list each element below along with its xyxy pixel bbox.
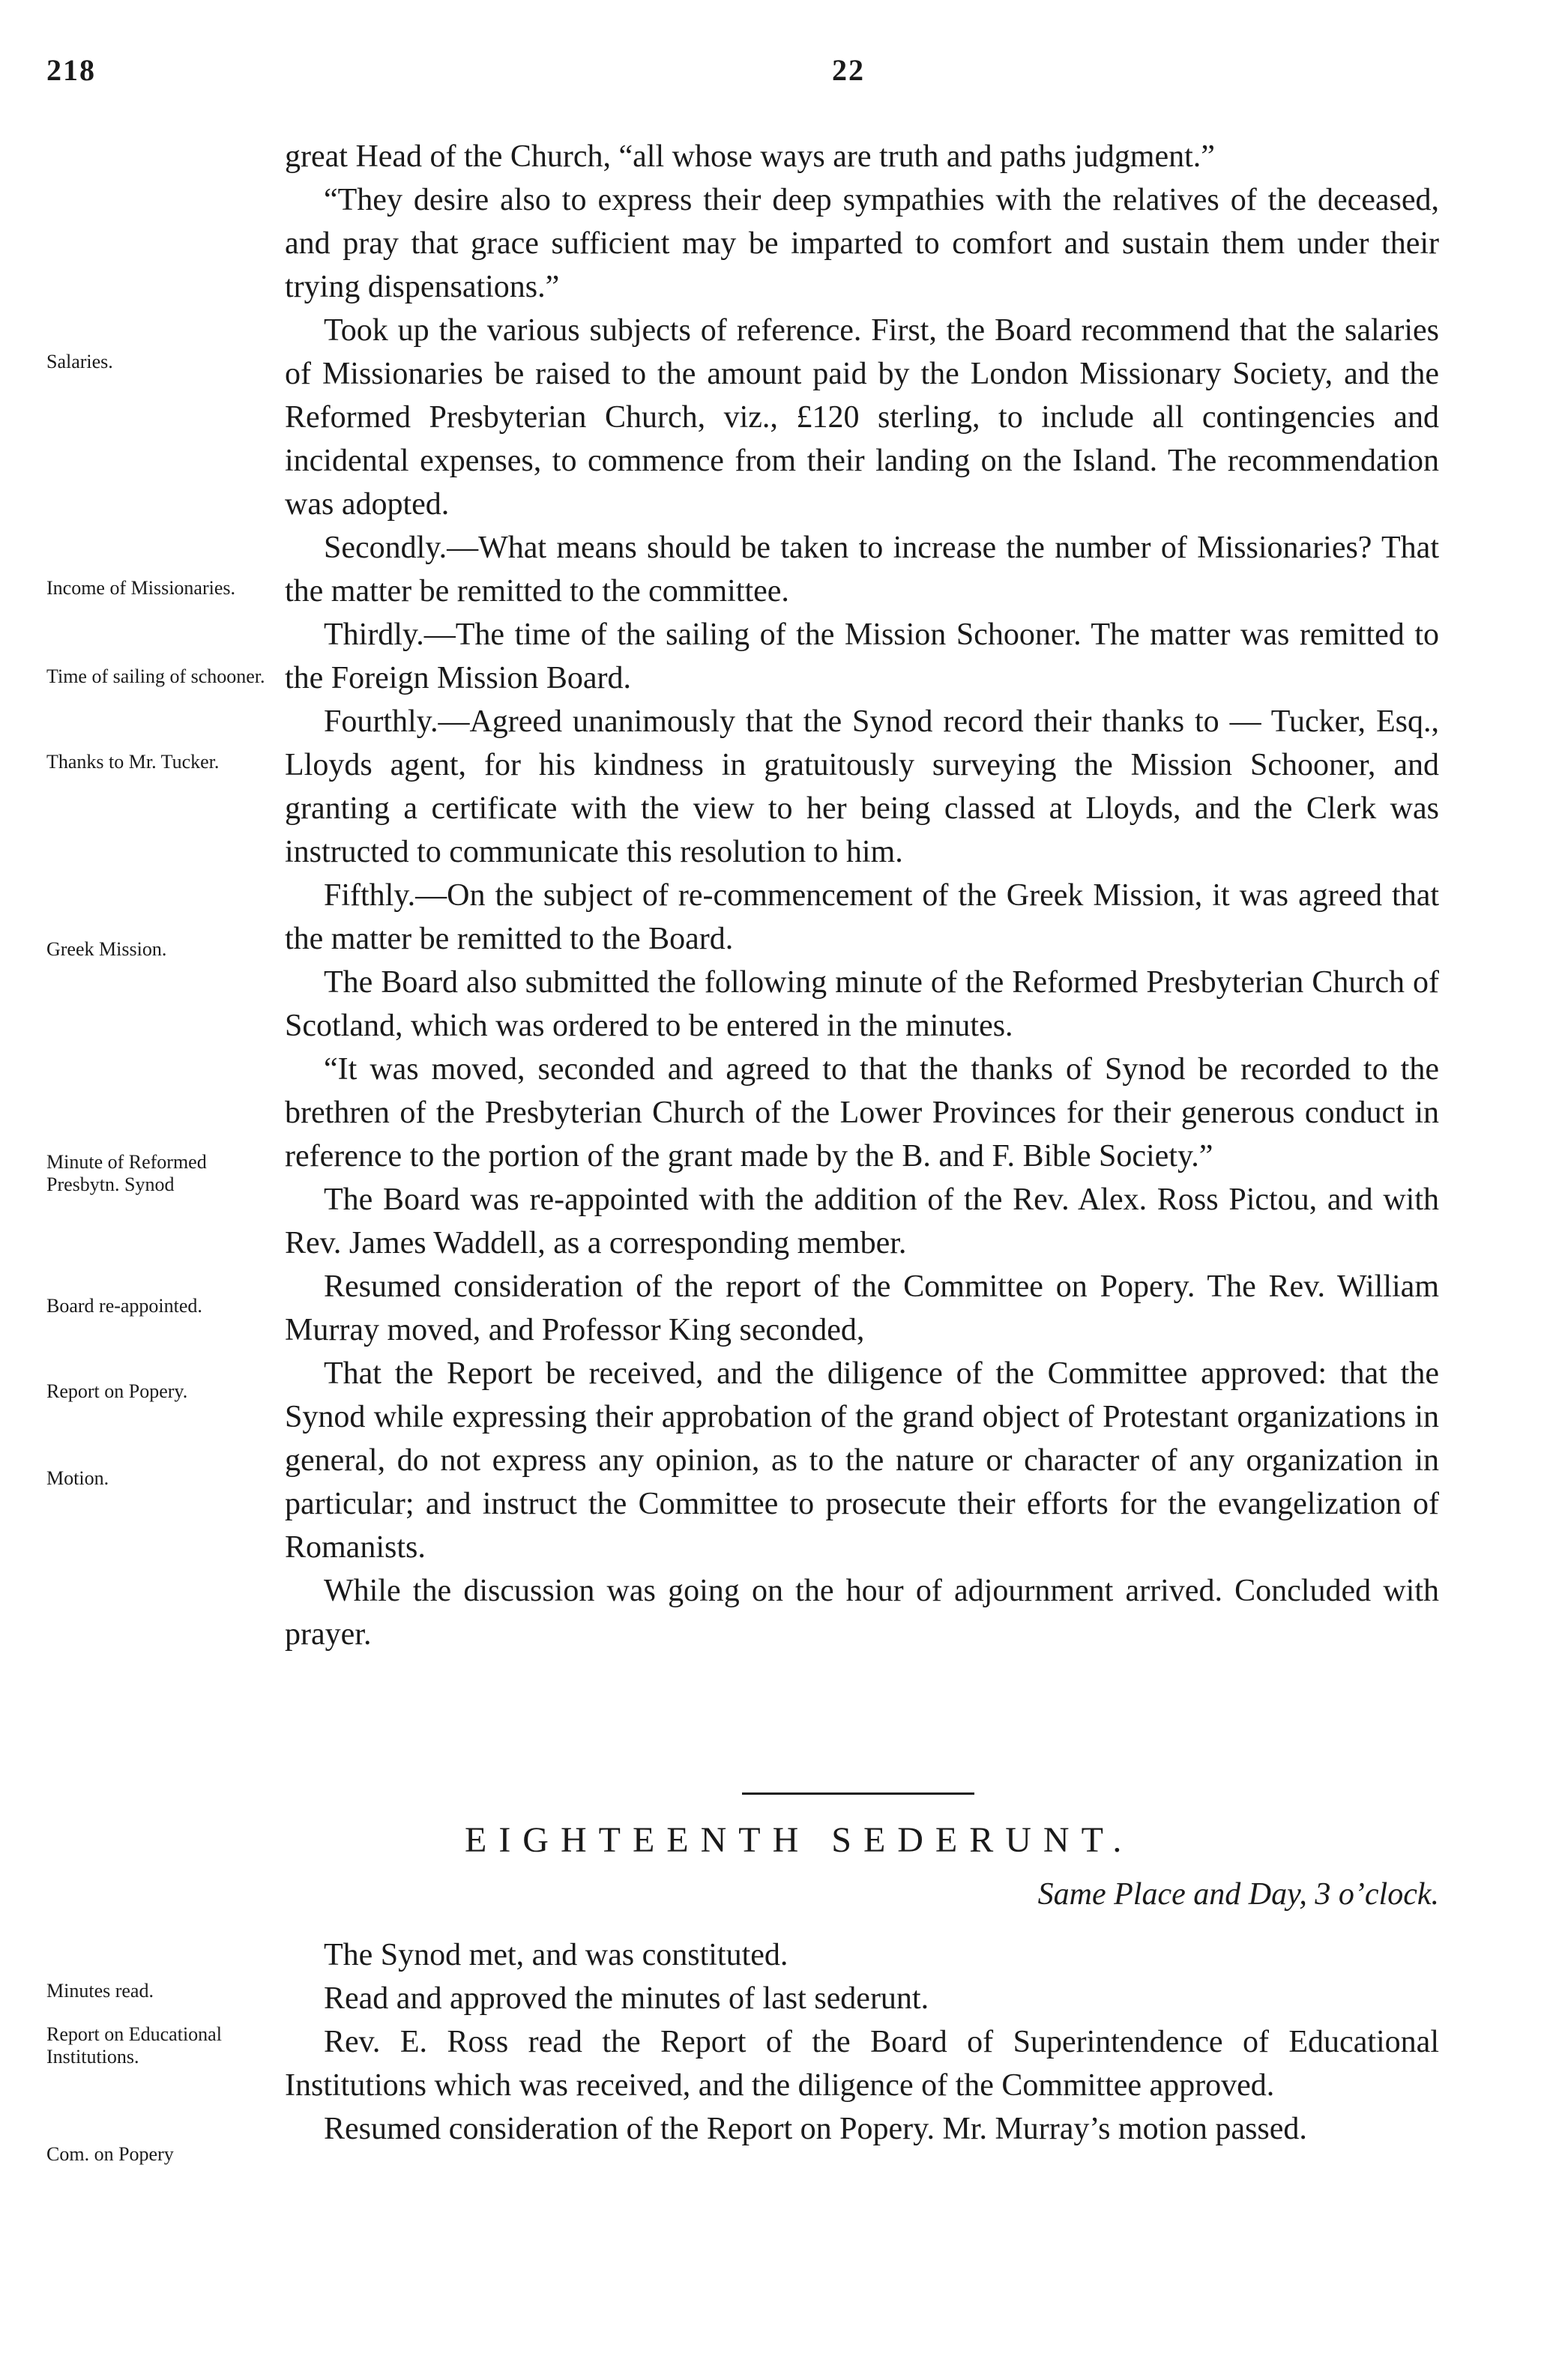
paragraph: Resumed consideration of the report of the Committee on Popery. The Rev. William Murray moved, and Professor King seconded, — [285, 1269, 1439, 1347]
margin-note-board: Board re-appointed. — [46, 1295, 202, 1317]
margin-note-report-edu: Report on Educational Institutions. — [46, 2023, 222, 2068]
paragraph: The Board was re-appointed with the addition of the Rev. Alex. Ross Pictou, and with Rev. James Waddell, as a corresponding member. — [285, 1183, 1439, 1260]
margin-note-salaries: Salaries. — [46, 351, 113, 372]
body-text-block-2 — [285, 1933, 1439, 2151]
margin-note-motion: Motion. — [46, 1467, 109, 1489]
margin-note-minutes-read: Minutes read. — [46, 1980, 154, 2002]
margin-note-com-popery: Com. on Popery — [46, 2143, 174, 2165]
section-subtitle: Same Place and Day, 3 o’clock. — [1037, 1877, 1439, 1912]
paragraph: Thirdly.—The time of the sailing of the Mission Schooner. The matter was remitted to the Foreign Mission Board. — [285, 617, 1439, 695]
margin-note-report-popery: Report on Popery. — [46, 1380, 188, 1402]
paragraph: That the Report be received, and the diligence of the Committee approved: that the Synod while expressing their approbation of the grand object of Protestant organizations in general, do not express any opinion, as to the nature or character of any organization in particular; and instruct the Committee to prosecute their efforts for the evangelization of Romanists. — [285, 1356, 1439, 1565]
paragraph: “They desire also to express their deep sympathies with the relatives of the deceased, and pray that grace sufficient may be imparted to comfort and sustain them under their trying dispensations.” — [285, 183, 1439, 304]
paragraph: Resumed consideration of the Report on Popery. Mr. Murray’s motion passed. — [324, 2112, 1307, 2146]
margin-note-time-sailing: Time of sailing of schooner. — [46, 665, 265, 687]
margin-note-greek: Greek Mission. — [46, 938, 167, 960]
paragraph: The Synod met, and was constituted. — [324, 1938, 788, 1972]
paragraph: “It was moved, seconded and agreed to that the thanks of Synod be recorded to the brethren of the Presbyterian Church of the Lower Provinces for their generous conduct in reference to the portion of the grant made by the B. and F. Bible Society.” — [285, 1052, 1439, 1174]
paragraph: great Head of the Church, “all whose ways are truth and paths judgment.” — [285, 139, 1215, 174]
paragraph: Rev. E. Ross read the Report of the Board of Superintendence of Educational Institutions which was received, and the diligence of the Committee approved. — [285, 2025, 1439, 2103]
section-divider — [742, 1792, 974, 1795]
body-text-block-1 — [285, 135, 1439, 1656]
section-title: EIGHTEENTH SEDERUNT. — [465, 1820, 1134, 1860]
margin-note-minute: Minute of Reformed Presbytn. Synod — [46, 1151, 207, 1195]
paragraph: Read and approved the minutes of last sederunt. — [324, 1981, 929, 2016]
page-number-center: 22 — [832, 53, 865, 87]
paragraph: Took up the various subjects of reference. First, the Board recommend that the salaries of Missionaries be raised to the amount paid by the London Missionary Society, and the Reformed Presbyterian Church, viz., £120 sterling, to include all contingencies and incidental expenses, to commence from their landing on the Island. The recommendation was adopted. — [285, 313, 1439, 522]
margin-note-thanks: Thanks to Mr. Tucker. — [46, 751, 220, 773]
paragraph: Fifthly.—On the subject of re-commencement of the Greek Mission, it was agreed that the matter be remitted to the Board. — [285, 878, 1439, 956]
paragraph: Fourthly.—Agreed unanimously that the Synod record their thanks to — Tucker, Esq., Lloyds agent, for his kindness in gratuitously surveying the Mission Schooner, and granting a certificate with the view to her being classed at Lloyds, and the Clerk was instructed to communicate this resolution to him. — [285, 704, 1439, 869]
page-number-left: 218 — [46, 53, 96, 87]
paragraph: The Board also submitted the following minute of the Reformed Presbyterian Church of Scotland, which was ordered to be entered in the minutes. — [285, 965, 1439, 1043]
margin-note-income: Income of Missionaries. — [46, 577, 236, 599]
paragraph: Secondly.—What means should be taken to increase the number of Missionaries? That the matter be remitted to the committee. — [285, 531, 1439, 608]
paragraph: While the discussion was going on the hour of adjournment arrived. Concluded with prayer. — [285, 1574, 1439, 1652]
